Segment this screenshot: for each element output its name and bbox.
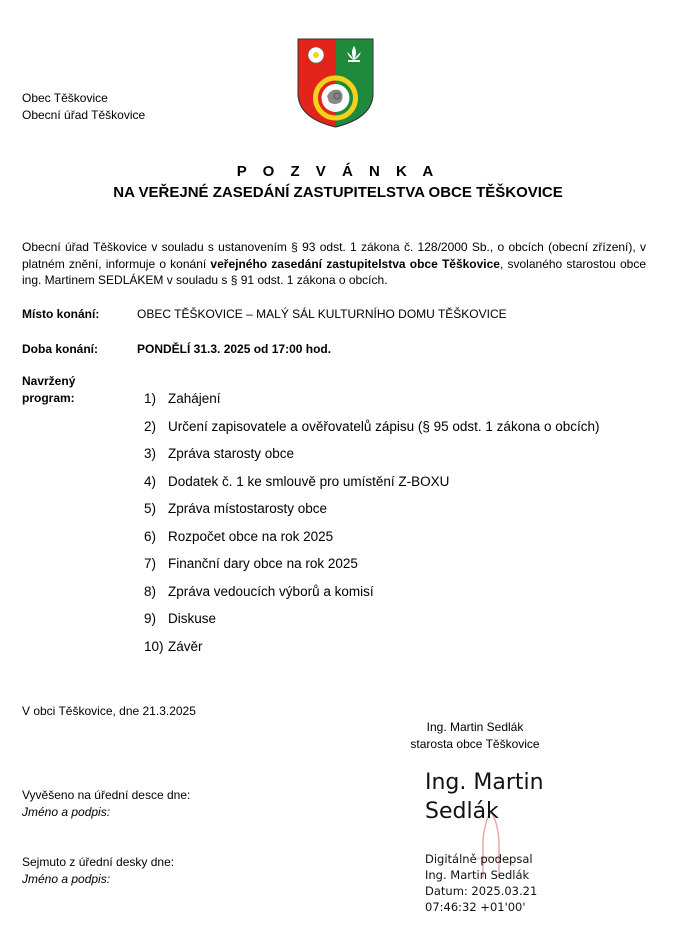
- program-item-text: Finanční dary obce na rok 2025: [168, 556, 358, 571]
- program-item-text: Diskuse: [168, 611, 217, 626]
- digital-signature-name-line2: Sedlák: [425, 799, 499, 824]
- removed-label: Sejmuto z úřední desky dne:: [22, 855, 175, 869]
- digital-signature-line2: Ing. Martin Sedlák: [425, 868, 530, 882]
- program-item-text: Rozpočet obce na rok 2025: [168, 528, 334, 544]
- program-item-number: 3): [144, 446, 157, 461]
- program-item: [144, 417, 600, 445]
- program-item-number: 4): [144, 473, 157, 489]
- program-item-text: Zahájení: [168, 391, 221, 406]
- program-item: [144, 554, 600, 582]
- program-item-number: 10): [144, 638, 164, 654]
- digital-signature-line3: Datum: 2025.03.21: [425, 884, 538, 898]
- program-item: [144, 499, 600, 527]
- posted-sign-label: Jméno a podpis:: [22, 805, 111, 819]
- program-label: [22, 373, 75, 407]
- intro-paragraph: [22, 239, 646, 289]
- coat-of-arms-emblem: [297, 38, 374, 128]
- program-item-text: Zpráva starosty obce: [168, 446, 295, 461]
- program-list: [144, 389, 600, 664]
- program-item-number: 9): [144, 611, 157, 626]
- program-item: [144, 389, 600, 417]
- removed-block: [22, 854, 174, 888]
- issuer-block: [22, 90, 145, 124]
- posted-block: [22, 787, 190, 821]
- place-value: OBEC TĚŠKOVICE – MALÝ SÁL KULTURNÍHO DOMU TĚŠKOVICE: [137, 307, 507, 321]
- program-label-line2: program:: [22, 391, 75, 405]
- program-item: [144, 527, 600, 555]
- program-item-text: Zpráva vedoucích výborů a komisí: [168, 583, 374, 599]
- program-item-text: Zpráva místostarosty obce: [168, 501, 328, 516]
- program-item: [144, 444, 600, 472]
- digital-signature-details: [425, 851, 537, 915]
- program-item-number: 6): [144, 528, 157, 544]
- place-label: Místo konání:: [22, 307, 100, 321]
- issuer-office: Obecní úřad Těškovice: [22, 108, 146, 122]
- intro-text-2: , svolaného starostou obce ing. Martinem SEDLÁKEM v souladu s § 91 odst. 1 zákona o obcích.: [22, 256, 646, 287]
- removed-sign-label: Jméno a podpis:: [22, 872, 111, 886]
- program-item: [144, 609, 600, 637]
- program-item-number: 5): [144, 501, 157, 516]
- signer-role: starosta obce Těškovice: [410, 737, 540, 751]
- time-value: PONDĚLÍ 31.3. 2025 od 17:00 hod.: [137, 342, 332, 356]
- issuer-municipality: Obec Těškovice: [22, 91, 108, 105]
- digital-signature-line4: 07:46:32 +01'00': [425, 900, 526, 914]
- document-subtitle: NA VEŘEJNÉ ZASEDÁNÍ ZASTUPITELSTVA OBCE TĚŠKOVICE: [113, 184, 563, 201]
- digital-signature-name-line1: Ing. Martin: [425, 770, 544, 795]
- document-title: P O Z V Á N K A: [236, 163, 440, 180]
- program-item-number: 8): [144, 583, 157, 599]
- date-line: V obci Těškovice, dne 21.3.2025: [22, 704, 196, 718]
- digital-signature-line1: Digitálně podepsal: [425, 852, 533, 866]
- signer-block: [395, 719, 555, 753]
- program-item-number: 1): [144, 391, 157, 406]
- program-item-text: Dodatek č. 1 ke smlouvě pro umístění Z-BOXU: [168, 473, 450, 489]
- time-label: Doba konání:: [22, 342, 99, 356]
- posted-label: Vyvěšeno na úřední desce dne:: [22, 788, 191, 802]
- signer-name: Ing. Martin Sedlák: [426, 720, 524, 734]
- program-item-number: 2): [144, 418, 157, 434]
- program-label-line1: Navržený: [22, 374, 76, 388]
- digital-signature-name: [425, 768, 544, 826]
- program-item: [144, 637, 600, 665]
- program-item: [144, 472, 600, 500]
- intro-bold-text: veřejného zasedání zastupitelstva obce Těškovice: [210, 256, 500, 271]
- program-item-text: Závěr: [168, 638, 203, 654]
- program-item-number: 7): [144, 556, 157, 571]
- program-item: [144, 582, 600, 610]
- intro-text-1: Obecní úřad Těškovice v souladu s ustanovením § 93 odst. 1 zákona č. 128/2000 Sb., o obcích (obecní zřízení), v platném znění, informuje o konání: [22, 240, 646, 271]
- program-item-text: Určení zapisovatele a ověřovatelů zápisu (§ 95 odst. 1 zákona o obcích): [168, 418, 600, 434]
